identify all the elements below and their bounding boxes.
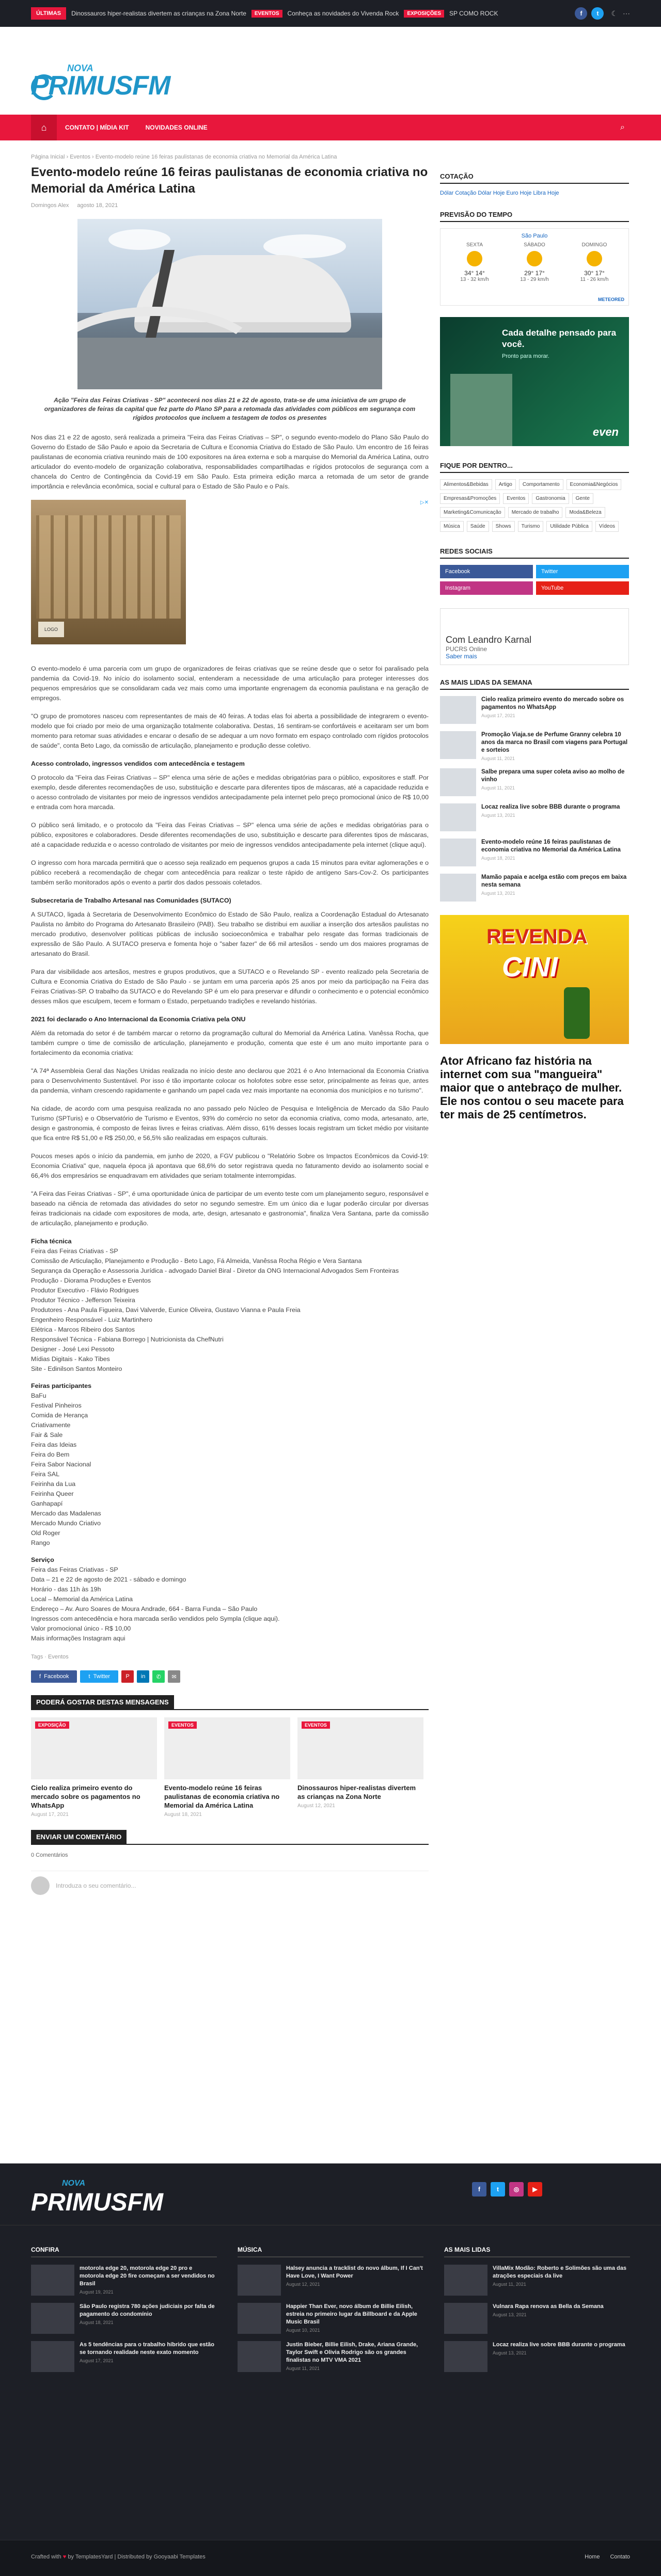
main-nav <box>0 115 661 140</box>
bottle-image <box>564 987 590 1039</box>
list-item-title[interactable]: Locaz realiza live sobre BBB durante o programa <box>481 804 620 810</box>
list-item[interactable] <box>238 2265 423 2296</box>
credit-text[interactable]: by TemplatesYard | Distributed by Gooyaabi Templates <box>68 2554 206 2560</box>
facebook-icon: f <box>39 1673 44 1680</box>
page-title: Evento-modelo reúne 16 feiras paulistanas de economia criativa no Memorial da América Latina <box>31 165 428 196</box>
list-item-title[interactable]: Salbe prepara uma super coleta aviso ao molho de vinho <box>481 769 625 783</box>
tags-label: Tags <box>31 1654 43 1660</box>
label-chip[interactable]: Moda&Beleza <box>565 507 605 518</box>
list-item: Comida de Herança <box>31 1412 88 1419</box>
subheading: Serviço <box>31 1556 54 1563</box>
label-chip[interactable]: Turismo <box>518 521 544 532</box>
list-item: Feira das Feiras Criativas - SP <box>31 1247 118 1255</box>
cotacao-links[interactable]: Dólar Cotação Dólar Hoje Euro Hoje Libra Hoje <box>440 190 559 196</box>
label-chip[interactable]: Comportamento <box>519 479 563 490</box>
menu-dots-icon[interactable]: ⋯ <box>623 9 630 18</box>
feiras-participantes <box>31 1381 429 1548</box>
comment-count: 0 Comentários <box>31 1852 68 1858</box>
list-item-date: August 11, 2021 <box>286 2366 320 2371</box>
label-chip[interactable]: Shows <box>492 521 515 532</box>
ad-subline: Pronto para morar. <box>502 353 549 359</box>
subheading: Feiras participantes <box>31 1382 92 1389</box>
article-body <box>31 433 429 1643</box>
weather-day <box>511 242 558 282</box>
list-item: Elétrica - Marcos Ribeiro dos Santos <box>31 1326 135 1333</box>
ad-text: REVENDA <box>486 925 588 948</box>
list-item: Fair & Sale <box>31 1431 63 1439</box>
paragraph: Nos dias 21 e 22 de agosto, será realizada a primeira "Feira das Feiras Criativas – SP", o segundo evento-modelo do Plano São Paulo do Governo do Estado de São Paulo e apoio da Secretaria de Cultura e Economia Criativa do Estado de São Paulo. Um encontro de 16 feiras paulistanas de economia criativa reunindo mais de 100 expositores na área externa e sob a marquise do Memorial da América Latina, outro articulador do evento-modelo de organização colaborativa, responsabilidades compartilhadas e rígidos protocolos de segurança com a chancela do Centro de Contingência da Covid-19 em São Paulo. Esta primeira edição marca a retomada de um setor de grande importância e relevância econômica, social e cultural para o Estado de São Paulo e o País. <box>31 434 429 490</box>
footer-column <box>31 2246 217 2379</box>
ticker-item[interactable]: SP COMO ROCK <box>449 10 498 17</box>
footer-logo-text: PRIMUSFM <box>31 2189 163 2216</box>
mais-lidas-heading: AS MAIS LIDAS DA SEMANA <box>440 678 629 690</box>
paragraph: "A Feira das Feiras Criativas - SP", é uma oportunidade única de participar de um evento teste com um planejamento seguro, responsável e baseado na ciência de retomada das atividades do setor no segundo semestre. Em um único dia e lugar poderão circular por diversas feiras tradicionais na cidade com expositores de moda, arte, design, artesanato e gastronomia", finaliza Vera Santana, parte da comissão de articulação, planejamento e produção. <box>31 1190 429 1227</box>
list-item-title[interactable]: As 5 tendências para o trabalho híbrido que estão se tornando realidade neste exato momento <box>80 2342 215 2356</box>
news-ticker[interactable] <box>71 10 575 18</box>
label-chip[interactable]: Marketing&Comunicação <box>440 507 505 518</box>
footer-links <box>585 2554 630 2560</box>
thumbnail[interactable] <box>238 2265 281 2296</box>
label-chip[interactable]: Mercado de trabalho <box>508 507 563 518</box>
list-item: Produtores - Ana Paula Figueira, Davi Valverde, Eunice Oliveira, Gustavo Vianna e Paula Freia <box>31 1306 301 1314</box>
cini-ad[interactable] <box>440 915 629 1044</box>
ticker-item[interactable]: Dinossauros hiper-realistas divertem as crianças na Zona Norte <box>71 10 246 17</box>
home-icon[interactable]: ⌂ <box>31 115 57 140</box>
related-posts <box>31 1717 429 1818</box>
label-chip[interactable]: Música <box>440 521 464 532</box>
list-item: Engenheiro Responsável - Luiz Martinhero <box>31 1316 152 1323</box>
subheading: Subsecretaria de Trabalho Artesanal nas Comunidades (SUTACO) <box>31 897 231 904</box>
search-icon[interactable]: ⌕ <box>620 123 625 132</box>
thumbnail[interactable] <box>444 2303 487 2334</box>
paragraph: "O grupo de promotores nasceu com representantes de mais de 40 feiras. A todas elas foi aberta a possibilidade de integrarem o evento-modelo que foi criado por meio de uma organização totalmente colaborativa. Destas, 16 sentiram-se confortáveis e aceitaram ser um bom momento para retomar suas atividades e encarar o desafio de se adequar a um novo formato em espaço controlado com rígidos protocolos de saúde", conta Beto Lago, da comissão de articulação, planejamento e produção desse coletivo. <box>31 713 429 749</box>
list-item: Endereço – Av. Auro Soares de Moura Andrade, 664 - Barra Funda – São Paulo <box>31 1605 258 1613</box>
ad-brand: even <box>592 425 619 438</box>
weather-wind: 13 - 29 km/h <box>520 277 549 282</box>
footer-column-heading: AS MAIS LIDAS <box>444 2246 630 2257</box>
footer-column-heading: MÚSICA <box>238 2246 423 2257</box>
paragraph: Poucos meses após o início da pandemia, em junho de 2020, a FGV publicou o "Relatório Sobre os Impactos Econômicos da Covid-19: Economia Criativa" que, naquela época já apontava que 68,6% do setor registrava queda no faturamento devido ao isolamento social e 66,4% dos empresários se enquadravam em atividades que seriam totalmente interrompidas. <box>31 1152 429 1179</box>
list-item-date: August 17, 2021 <box>80 2358 114 2363</box>
main-content <box>31 154 429 1900</box>
list-item: Designer - José Lexi Pessoto <box>31 1346 115 1353</box>
list-item: Produtor Executivo - Flávio Rodrigues <box>31 1287 139 1294</box>
thumbnail[interactable] <box>440 696 476 724</box>
facebook-icon[interactable]: f <box>575 7 587 20</box>
thumbnail[interactable] <box>31 2303 74 2334</box>
weather-day-label: SEXTA <box>466 242 483 248</box>
thumbnail[interactable] <box>440 731 476 759</box>
weather-day <box>571 242 618 282</box>
post-meta <box>31 202 429 209</box>
thumbnail[interactable] <box>440 803 476 831</box>
top-bar <box>0 0 661 27</box>
list-item: Feirinha da Lua <box>31 1480 76 1488</box>
list-item[interactable]: Ingressos com antecedência e hora marcada serão vendidos pelo Sympla (clique aqui). <box>31 1615 280 1622</box>
footer-columns <box>31 2246 630 2379</box>
subheading: 2021 foi declarado o Ano Internacional da Economia Criativa pela ONU <box>31 1016 246 1023</box>
ficha-tecnica <box>31 1237 429 1374</box>
top-controls <box>611 9 630 18</box>
nav-item-contato[interactable]: CONTATO | MÍDIA KIT <box>65 124 129 131</box>
social-twitter-button[interactable]: Twitter <box>536 565 629 578</box>
mais-lidas-list <box>440 696 629 902</box>
list-item-date: August 18, 2021 <box>481 856 515 861</box>
label-chip[interactable]: Empresas&Promoções <box>440 493 500 504</box>
related-card[interactable] <box>297 1717 423 1818</box>
list-item: Site - Edinilson Santos Monteiro <box>31 1365 122 1372</box>
share-linkedin-icon[interactable]: in <box>137 1670 149 1683</box>
list-item[interactable] <box>444 2341 630 2372</box>
list-item-date: August 13, 2021 <box>481 813 515 818</box>
list-item[interactable] <box>31 2265 217 2296</box>
list-item[interactable] <box>440 768 629 796</box>
related-tag[interactable]: EVENTOS <box>168 1721 197 1729</box>
list-item: Feira Sabor Nacional <box>31 1461 91 1468</box>
footer-column-heading: CONFIRA <box>31 2246 217 2257</box>
fique-heading: FIQUE POR DENTRO... <box>440 462 629 473</box>
footer-column <box>444 2246 630 2379</box>
related-title[interactable]: Dinossauros hiper-realistas divertem as crianças na Zona Norte <box>297 1784 416 1800</box>
related-title[interactable]: Cielo realiza primeiro evento do mercado sobre os pagamentos no WhatsApp <box>31 1784 140 1809</box>
list-item: Mercado Mundo Criativo <box>31 1520 101 1527</box>
moon-icon[interactable]: ☾ <box>611 9 618 18</box>
list-item: Data – 21 e 22 de agosto de 2021 - sábado e domingo <box>31 1576 186 1583</box>
weather-widget[interactable] <box>440 228 629 306</box>
list-item-date: August 10, 2021 <box>286 2328 320 2333</box>
comments-heading <box>31 1833 429 1845</box>
post-tags: Tags · Eventos <box>31 1654 69 1660</box>
label-chip[interactable]: Eventos <box>503 493 529 504</box>
weather-wind: 11 - 26 km/h <box>580 277 609 282</box>
list-item: Produção - Diorama Produções e Eventos <box>31 1277 151 1284</box>
list-item-title[interactable]: VillaMix Modão: Roberto e Solimões são uma das atrações especiais da live <box>493 2265 626 2279</box>
sidebar <box>440 154 629 1147</box>
list-item-title[interactable]: Vulnara Rapa renova as Bella da Semana <box>493 2303 604 2310</box>
share-facebook-button[interactable] <box>31 1670 77 1683</box>
inline-ad[interactable] <box>31 500 429 655</box>
text-ad[interactable] <box>440 1054 629 1137</box>
related-thumbnail[interactable] <box>297 1717 423 1779</box>
list-item-title[interactable]: São Paulo registra 780 ações judiciais por falta de pagamento do condomínio <box>80 2303 215 2317</box>
list-item[interactable] <box>31 2341 217 2372</box>
footer-link-contato[interactable]: Contato <box>610 2554 630 2560</box>
facebook-icon[interactable]: f <box>472 2182 486 2196</box>
sun-icon <box>527 251 542 266</box>
label-chip[interactable]: Alimentos&Bebidas <box>440 479 492 490</box>
related-tag[interactable]: EVENTOS <box>302 1721 330 1729</box>
list-item: Segurança da Operação e Assessoria Jurídica - advogado Daniel Biral - Diretor da ONG Internacional Advogados Sem Fronteiras <box>31 1267 399 1274</box>
share-buttons <box>31 1670 429 1683</box>
comments-section <box>31 1833 429 1900</box>
list-item: Valor promocional único - R$ 10,00 <box>31 1625 131 1632</box>
list-item-date: August 11, 2021 <box>493 2282 526 2287</box>
comments-heading-text: ENVIAR UM COMENTÁRIO <box>31 1830 127 1844</box>
social-instagram-button[interactable]: Instagram <box>440 581 533 595</box>
paragraph: Para dar visibilidade aos artesãos, mestres e grupos produtivos, que a SUTACO e o Revelando SP - evento realizado pela Secretaria de Cultura e Economia Criativa do Estado de São Paulo - se juntam em uma parceria após 25 anos por meio da participação na Feira das Feiras Criativas-SP. O trabalho da SUTACO e do Revelando SP é um elo para preservar e difundir o conhecimento e o potencial econômico desses mãos que esculpem, tecem e formam o Estado, perpetuando tradições e revelando histórias. <box>31 968 429 1005</box>
list-item[interactable] <box>440 803 629 831</box>
paragraph: O ingresso com hora marcada permitirá que o acesso seja realizado em pequenos grupos a cada 15 minutos para evitar aglomerações e o público receberá a recomendação de chegar com antecedência para realizar o teste rápido de antígeno Sars-Cov-2. Os participantes também serão monitorados após o evento a partir dos dados pessoais coletados. <box>31 859 429 886</box>
label-chip[interactable]: Economia&Negócios <box>566 479 622 490</box>
ticker-tag: EXPOSIÇÕES <box>404 10 444 18</box>
related-tag[interactable]: EXPOSIÇÃO <box>35 1721 69 1729</box>
twitter-icon[interactable]: t <box>591 7 604 20</box>
sidebar-ad[interactable] <box>440 317 629 446</box>
thumbnail[interactable] <box>440 768 476 796</box>
list-item: BaFu <box>31 1392 46 1399</box>
top-social-links <box>575 7 604 20</box>
weather-day <box>451 242 498 282</box>
footer-logo-nova: NOVA <box>62 2179 86 2188</box>
list-item-title[interactable]: Cielo realiza primeiro evento do mercado sobre os pagamentos no WhatsApp <box>481 697 624 710</box>
label-chip[interactable]: Vídeos <box>595 521 619 532</box>
list-item: Produtor Técnico - Jefferson Teixeira <box>31 1297 135 1304</box>
share-pinterest-icon[interactable]: P <box>121 1670 134 1683</box>
footer-logo[interactable] <box>31 2179 163 2217</box>
comment-form <box>31 1871 429 1900</box>
footer-link-home[interactable]: Home <box>585 2554 600 2560</box>
paragraph: Além da retomada do setor é de também marcar o retorno da programação cultural do Memorial da América Latina. Vanêssa Rocha, que também cumpre o time de comissão de articulação, planejamento e produção, comenta que este é um ano muito importante para o fortalecimento da economia criativa: <box>31 1030 429 1056</box>
fb-page-name: Com Leandro Karnal <box>446 635 532 645</box>
hero-figure <box>31 219 429 391</box>
list-item-title[interactable]: Evento-modelo reúne 16 feiras paulistanas de economia criativa no Memorial da América Latina <box>481 839 621 853</box>
nav-item-novidades[interactable]: NOVIDADES ONLINE <box>145 124 208 131</box>
site-logo[interactable] <box>31 63 186 104</box>
list-item[interactable] <box>440 696 629 724</box>
paragraph: O evento-modelo é uma parceria com um grupo de organizadores de feiras criativas que se reúne desde que o setor foi paralisado pela pandemia da Covid-19. No início do isolamento social, entenderam a necessidade de uma articulação para proteger interesses dos pequenos empresários que se consolidaram cada vez mais como uma importante engrenagem da economia paulistana e na geração de empregos. <box>31 665 429 702</box>
paragraph: O público será limitado, e o protocolo da "Feira das Feiras Criativas – SP" elenca uma série de ações e medidas obrigatórias para o público, expositores e colaboradores. Desde diferentes recomendações de uso, substituição e descarte para diferentes tipos de máscaras, até a capacidade reduzida e o acesso controlado de visitantes por meio de ingressos vendidos antecipadamente pela internet (clique aqui). <box>31 821 429 848</box>
thumbnail[interactable] <box>440 874 476 902</box>
social-grid <box>440 565 629 595</box>
social-facebook-button[interactable]: Facebook <box>440 565 533 578</box>
list-item[interactable] <box>444 2265 630 2296</box>
ticker-tag: EVENTOS <box>251 10 282 18</box>
list-item[interactable] <box>238 2341 423 2372</box>
site-header <box>0 27 661 115</box>
list-item-date: August 11, 2021 <box>481 785 515 791</box>
list-item-date: August 12, 2021 <box>286 2282 320 2287</box>
facebook-page-ad[interactable] <box>440 608 629 665</box>
post-date: agosto 18, 2021 <box>77 202 118 209</box>
twitter-icon[interactable]: t <box>491 2182 505 2196</box>
related-thumbnail[interactable] <box>31 1717 157 1779</box>
paragraph: A SUTACO, ligada à Secretaria de Desenvolvimento Econômico do Estado de São Paulo, realiza a Coordenação Estadual do Artesanato Paulista no âmbito do Programa do Artesanato Brasileiro (PAB). Seu trabalho se distribui em auxiliar a inserção dos artesãos paulistas no mercado produtivo, desenvolver políticas públicas de inclusão socioeconômica e trabalhar pelo resgate das formas tradicionais de expressão de São Paulo. A SUTACO preserva e fomenta hoje o "saber fazer" de 66 mil artesãos - sendo um dos maiores programas de artesanato do Brasil. <box>31 911 429 957</box>
list-item-date: August 18, 2021 <box>80 2320 114 2325</box>
social-heading: REDES SOCIAIS <box>440 547 629 559</box>
share-label: Twitter <box>93 1673 111 1680</box>
servico <box>31 1555 429 1643</box>
label-chip[interactable]: Artigo <box>495 479 516 490</box>
subheading: Acesso controlado, ingressos vendidos com antecedência e testagem <box>31 760 245 767</box>
list-item[interactable] <box>440 874 629 902</box>
related-title[interactable]: Evento-modelo reúne 16 feiras paulistanas de economia criativa no Memorial da América Latina <box>164 1784 280 1809</box>
label-cloud <box>440 479 629 532</box>
fb-page-link[interactable]: Saber mais <box>446 653 477 660</box>
credit-prefix: Crafted with <box>31 2554 61 2560</box>
header-ad-slot <box>254 62 630 108</box>
fb-page-sub: PUCRS Online <box>446 645 487 653</box>
post-author[interactable]: Domingos Alex <box>31 202 69 209</box>
list-item: Feira do Bem <box>31 1451 70 1458</box>
list-item-date: August 11, 2021 <box>481 756 515 761</box>
list-item-title[interactable]: Promoção Viaja.se de Perfume Granny celebra 10 anos da marca no Brasil com viagens para Portugal e sorteios <box>481 732 628 753</box>
label-chip[interactable]: Saúde <box>467 521 489 532</box>
site-footer <box>0 2163 661 2576</box>
list-item: Responsável Técnica - Fabiana Borrego | Nutricionista da ChefNutri <box>31 1336 224 1343</box>
list-item-title[interactable]: Halsey anuncia a tracklist do novo álbum, If I Can't Have Love, I Want Power <box>286 2265 423 2279</box>
list-item-date: August 13, 2021 <box>481 891 515 896</box>
ad-brand: CINI <box>502 952 558 983</box>
logo-text: PRIMUSFM <box>31 71 170 101</box>
related-heading <box>31 1698 429 1710</box>
list-item: Comissão de Articulação, Planejamento e Produção - Beto Lago, Fá Almeida, Vanêssa Rocha Régio e Vera Santana <box>31 1257 362 1265</box>
weather-temp: 29° 17° <box>524 270 545 277</box>
list-item-title[interactable]: Mamão papaia e acelga estão com preços em baixa nesta semana <box>481 874 627 888</box>
share-whatsapp-icon[interactable]: ✆ <box>152 1670 165 1683</box>
footer-social <box>472 2182 542 2196</box>
heart-icon: ♥ <box>62 2554 67 2560</box>
ad-logo: LOGO <box>38 622 64 637</box>
list-item-date: August 13, 2021 <box>493 2312 527 2317</box>
weather-day-label: SÁBADO <box>524 242 545 248</box>
weather-temp: 30° 17° <box>584 270 605 277</box>
list-item-title[interactable]: Happier Than Ever, novo álbum de Billie Eilish, estreia no primeiro lugar da Billboard e da Apple Music Brasil <box>286 2303 417 2325</box>
list-item-title[interactable]: motorola edge 20, motorola edge 20 pro e motorola edge 20 fire começam a ser vendidos no Brasil <box>80 2265 215 2287</box>
thumbnail[interactable] <box>444 2341 487 2372</box>
related-card[interactable] <box>164 1717 290 1818</box>
image-caption: Ação "Feira das Feiras Criativas - SP" acontecerá nos dias 21 e 22 de agosto, trata-se de uma iniciativa de um grupo de organizadores de feiras da capital que fez parte do Plano SP para a retomada das atividades com públicos em segurança com rígidos protocolos que incluem a testagem de todos os presentes <box>44 397 416 421</box>
list-item[interactable] <box>440 731 629 761</box>
social-youtube-button[interactable]: YouTube <box>536 581 629 595</box>
list-item: Feira das Feiras Criativas - SP <box>31 1566 118 1573</box>
list-item-title[interactable]: Justin Bieber, Billie Eilish, Drake, Ariana Grande, Taylor Swift e Olivia Rodrigo são os grandes finalistas no MTV VMA 2021 <box>286 2342 418 2363</box>
thumbnail[interactable] <box>31 2341 74 2372</box>
share-email-icon[interactable]: ✉ <box>168 1670 180 1683</box>
list-item: Feira SAL <box>31 1471 60 1478</box>
related-date: August 12, 2021 <box>297 1803 335 1809</box>
weather-wind: 13 - 32 km/h <box>460 277 489 282</box>
list-item: Horário - das 11h às 19h <box>31 1586 101 1593</box>
paragraph: O protocolo da "Feira das Feiras Criativas – SP" elenca uma série de ações e medidas obrigatórias para o público, expositores e staff. Por exemplo, desde diferentes recomendações de uso, substituição e descarte para diferentes tipos de máscaras, até a capacidade reduzida e o acesso controlado de visitantes por meio de ingressos vendidos antecipadamente pela internet pelo preço promocional único de R$ 10,00 e entrada com hora marcada. <box>31 774 429 811</box>
thumbnail[interactable] <box>238 2341 281 2372</box>
sun-icon <box>587 251 602 266</box>
ticker-item[interactable]: Conheça as novidades do Vivenda Rock <box>287 10 399 17</box>
ad-headline: Cada detalhe pensado para você. <box>502 328 617 349</box>
tag-link[interactable]: Eventos <box>48 1654 69 1660</box>
list-item: Criativamente <box>31 1421 71 1429</box>
footer-bottom-bar <box>0 2540 661 2576</box>
list-item: Mídias Digitais - Kako Tibes <box>31 1355 110 1363</box>
list-item[interactable]: Mais informações Instagram aqui <box>31 1635 125 1642</box>
weather-day-label: DOMINGO <box>581 242 607 248</box>
list-item: Feira das Ideias <box>31 1441 77 1448</box>
related-heading-text: PODERÁ GOSTAR DESTAS MENSAGENS <box>31 1695 174 1709</box>
list-item: Old Roger <box>31 1529 60 1537</box>
thumbnail[interactable] <box>31 2265 74 2296</box>
related-date: August 18, 2021 <box>164 1812 202 1818</box>
list-item: Mercado das Madalenas <box>31 1510 101 1517</box>
related-thumbnail[interactable] <box>164 1717 290 1779</box>
ad-image[interactable] <box>31 500 186 644</box>
list-item: Festival Pinheiros <box>31 1402 82 1409</box>
weather-heading: PREVISÃO DO TEMPO <box>440 211 629 222</box>
ad-text[interactable]: Ator Africano faz história na internet com sua "mangueira" maior que o antebraço de mulher. Ele nos contou o seu macete para ter mais de 25 centímetros. <box>440 1054 624 1121</box>
list-item-title[interactable]: Locaz realiza live sobre BBB durante o programa <box>493 2342 625 2348</box>
hero-image <box>77 219 382 389</box>
subheading: Ficha técnica <box>31 1238 72 1245</box>
footer-credit <box>31 2554 206 2560</box>
thumbnail[interactable] <box>238 2303 281 2334</box>
label-chip[interactable]: Utilidade Pública <box>546 521 592 532</box>
breadcrumb[interactable]: Página Inicial › Eventos › Evento-modelo reúne 16 feiras paulistanas de economia criativa no Memorial da América Latina <box>31 154 337 160</box>
list-item: Local – Memorial da América Latina <box>31 1595 133 1603</box>
weather-city[interactable]: São Paulo <box>521 233 548 239</box>
avatar <box>31 1876 50 1895</box>
list-item[interactable] <box>238 2303 423 2334</box>
label-chip[interactable]: Gente <box>572 493 593 504</box>
share-twitter-button[interactable] <box>80 1670 118 1683</box>
list-item[interactable] <box>444 2303 630 2334</box>
weather-brand[interactable]: METEORED <box>597 297 624 302</box>
list-item: Feirinha Queer <box>31 1490 74 1497</box>
paragraph: "A 74ª Assembleia Geral das Nações Unidas realizada no início deste ano declarou que 2021 é o Ano Internacional da Economia Criativa para o Desenvolvimento Sustentável. Por isso é tão importante colocar os holofotes sobre esse setor, principalmente as feiras que, antes da pandemia, vinham crescendo rapidamente e ganhando um papel cada vez mais importante na economia dos municípios e no turismo". <box>31 1067 429 1094</box>
instagram-icon[interactable]: ◎ <box>509 2182 524 2196</box>
ad-choices-icon[interactable]: ▷✕ <box>420 500 429 505</box>
list-item: Rango <box>31 1539 50 1546</box>
thumbnail[interactable] <box>444 2265 487 2296</box>
comment-input[interactable]: Introduza o seu comentário... <box>56 1882 136 1889</box>
youtube-icon[interactable]: ▶ <box>528 2182 542 2196</box>
weather-temp: 34° 14° <box>464 270 485 277</box>
list-item[interactable] <box>31 2303 217 2334</box>
label-chip[interactable]: Gastronomia <box>532 493 569 504</box>
list-item-date: August 13, 2021 <box>493 2350 527 2356</box>
footer-column <box>238 2246 423 2379</box>
list-item-date: August 17, 2021 <box>481 713 515 718</box>
list-item-date: August 19, 2021 <box>80 2289 114 2295</box>
paragraph: Na cidade, de acordo com uma pesquisa realizada no ano passado pelo Núcleo de Pesquisa e Inteligência de Mercado da São Paulo Turismo (SPTuris) e o Observatório de Turismo e Eventos, 93% do comércio no setor da economia criativa, como moda, artesanato, arte, design e gastronomia, é composto de feiras livres e feiras criativas. Além disso, 61% desses locais registram um ticket médio por visitante que fica entre R$ 51,00 e R$ 250,00, e 56,5% são realizadas em espaços culturais. <box>31 1105 429 1142</box>
logo-nova-text: NOVA <box>67 63 93 73</box>
thumbnail[interactable] <box>440 839 476 866</box>
twitter-icon: t <box>88 1673 93 1680</box>
related-date: August 17, 2021 <box>31 1812 69 1818</box>
ticker-label: ÚLTIMAS <box>31 7 66 20</box>
sun-icon <box>467 251 482 266</box>
list-item[interactable] <box>440 839 629 866</box>
list-item: Ganhapapí <box>31 1500 63 1507</box>
share-label: Facebook <box>44 1673 69 1680</box>
cotacao-heading: COTAÇÃO <box>440 172 629 184</box>
related-card[interactable] <box>31 1717 157 1818</box>
